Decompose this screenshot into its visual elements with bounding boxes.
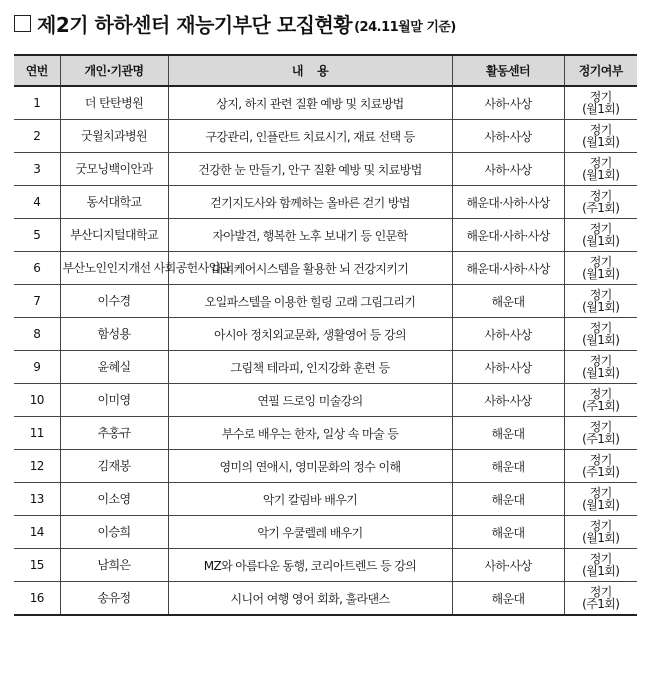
row-frequency [564,318,637,351]
row-number: 3 [14,153,60,186]
row-content: 악기 우쿨렐레 배우기 [168,516,452,549]
row-frequency [564,582,637,616]
table-row [14,483,637,516]
frequency-interval: (월1회) [582,267,620,281]
row-name: 이소영 [60,483,168,516]
row-number: 6 [14,252,60,285]
checkbox-square-icon [14,15,31,32]
row-name: 동서대학교 [60,186,168,219]
row-frequency [564,549,637,582]
row-number: 12 [14,450,60,483]
row-center: 사하·사상 [452,549,564,582]
row-name: 굿모닝백이안과 [60,153,168,186]
row-center: 사하·사상 [452,153,564,186]
frequency-interval: (월1회) [582,168,620,182]
row-content: 아시아 정치외교문화, 생활영어 등 강의 [168,318,452,351]
row-center: 사하·사상 [452,318,564,351]
frequency-interval: (월1회) [582,531,620,545]
row-name: 함성용 [60,318,168,351]
row-name: 굿윌치과병원 [60,120,168,153]
row-center: 해운대 [452,417,564,450]
row-frequency [564,120,637,153]
row-name: 이미영 [60,384,168,417]
frequency-interval: (월1회) [582,102,620,116]
table-row [14,219,637,252]
table-row [14,86,637,120]
row-content: 부수로 배우는 한자, 일상 속 마술 등 [168,417,452,450]
frequency-type: 정기 [589,585,612,599]
frequency-interval: (월1회) [582,333,620,347]
frequency-interval: (주1회) [582,597,620,611]
row-number: 4 [14,186,60,219]
table-body [14,86,637,615]
frequency-type: 정기 [589,321,612,335]
row-content: 구강관리, 인플란트 치료시기, 재료 선택 등 [168,120,452,153]
frequency-type: 정기 [589,519,612,533]
row-number: 5 [14,219,60,252]
row-name: 윤혜실 [60,351,168,384]
row-frequency [564,450,637,483]
row-center: 해운대 [452,285,564,318]
table-header-row [14,55,637,86]
row-content: 오일파스텔을 이용한 힐링 고래 그림그리기 [168,285,452,318]
row-content: 내뇌케어시스템을 활용한 뇌 건강지키기 [168,252,452,285]
document-title-row [14,8,456,38]
table-row [14,450,637,483]
row-frequency [564,219,637,252]
row-number: 9 [14,351,60,384]
row-name: 남희은 [60,549,168,582]
frequency-type: 정기 [589,90,612,104]
table-row [14,351,637,384]
frequency-interval: (월1회) [582,300,620,314]
frequency-type: 정기 [589,222,612,236]
table-row [14,120,637,153]
row-frequency [564,417,637,450]
row-frequency [564,86,637,120]
row-center: 사하·사상 [452,120,564,153]
row-number: 15 [14,549,60,582]
frequency-interval: (월1회) [582,366,620,380]
frequency-type: 정기 [589,486,612,500]
table-row [14,549,637,582]
row-number: 7 [14,285,60,318]
row-number: 13 [14,483,60,516]
row-name: 부산노인인지개선 사회공헌사업단 [60,252,168,285]
row-name: 이수경 [60,285,168,318]
frequency-interval: (월1회) [582,564,620,578]
frequency-type: 정기 [589,354,612,368]
table-row [14,318,637,351]
row-frequency [564,285,637,318]
row-center: 해운대·사하·사상 [452,186,564,219]
frequency-interval: (주1회) [582,201,620,215]
row-number: 16 [14,582,60,616]
row-name: 더 탄탄병원 [60,86,168,120]
row-number: 1 [14,86,60,120]
row-content: 영미의 연애시, 영미문화의 정수 이해 [168,450,452,483]
frequency-interval: (주1회) [582,465,620,479]
row-number: 14 [14,516,60,549]
frequency-interval: (월1회) [582,135,620,149]
row-content: 연필 드로잉 미술강의 [168,384,452,417]
row-center: 해운대 [452,450,564,483]
row-content: 그림책 테라피, 인지강화 훈련 등 [168,351,452,384]
row-content: 시니어 여행 영어 회화, 훌라댄스 [168,582,452,616]
frequency-type: 정기 [589,288,612,302]
row-frequency [564,186,637,219]
table-row [14,285,637,318]
row-name: 추홍규 [60,417,168,450]
table-row [14,153,637,186]
frequency-type: 정기 [589,156,612,170]
row-center: 사하·사상 [452,86,564,120]
table-row [14,186,637,219]
frequency-type: 정기 [589,255,612,269]
row-content: 악기 칼림바 배우기 [168,483,452,516]
frequency-interval: (월1회) [582,234,620,248]
volunteer-table [14,54,637,616]
row-frequency [564,516,637,549]
frequency-interval: (월1회) [582,498,620,512]
row-name: 이승희 [60,516,168,549]
row-content: 상지, 하지 관련 질환 예방 및 치료방법 [168,86,452,120]
row-center: 해운대·사하·사상 [452,219,564,252]
table-row [14,384,637,417]
frequency-type: 정기 [589,123,612,137]
row-center: 사하·사상 [452,384,564,417]
table-row [14,252,637,285]
row-center: 해운대 [452,582,564,616]
table-row [14,516,637,549]
frequency-interval: (주1회) [582,399,620,413]
column-header-name: 개인·기관명 [60,55,168,86]
row-content: 건강한 눈 만들기, 안구 질환 예방 및 치료방법 [168,153,452,186]
row-frequency [564,483,637,516]
row-frequency [564,252,637,285]
column-header-center: 활동센터 [452,55,564,86]
frequency-interval: (주1회) [582,432,620,446]
document-subtitle: (24.11월말 기준) [354,19,456,35]
row-name: 김재봉 [60,450,168,483]
column-header-frequency: 정기여부 [564,55,637,86]
frequency-type: 정기 [589,453,612,467]
row-number: 11 [14,417,60,450]
row-frequency [564,351,637,384]
row-content: MZ와 아름다운 동행, 코리아트렌드 등 강의 [168,549,452,582]
table-row [14,417,637,450]
frequency-type: 정기 [589,420,612,434]
document-title: 제2기 하하센터 재능기부단 모집현황 [37,12,353,37]
row-center: 사하·사상 [452,351,564,384]
row-number: 10 [14,384,60,417]
row-content: 자아발견, 행복한 노후 보내기 등 인문학 [168,219,452,252]
column-header-no: 연번 [14,55,60,86]
row-frequency [564,384,637,417]
frequency-type: 정기 [589,189,612,203]
frequency-type: 정기 [589,387,612,401]
row-frequency [564,153,637,186]
row-content: 걷기지도사와 함께하는 올바른 걷기 방법 [168,186,452,219]
table-row [14,582,637,616]
row-center: 해운대·사하·사상 [452,252,564,285]
row-center: 해운대 [452,483,564,516]
row-number: 2 [14,120,60,153]
row-center: 해운대 [452,516,564,549]
row-number: 8 [14,318,60,351]
row-name: 송유정 [60,582,168,616]
column-header-content: 내 용 [168,55,452,86]
row-name: 부산디지털대학교 [60,219,168,252]
frequency-type: 정기 [589,552,612,566]
